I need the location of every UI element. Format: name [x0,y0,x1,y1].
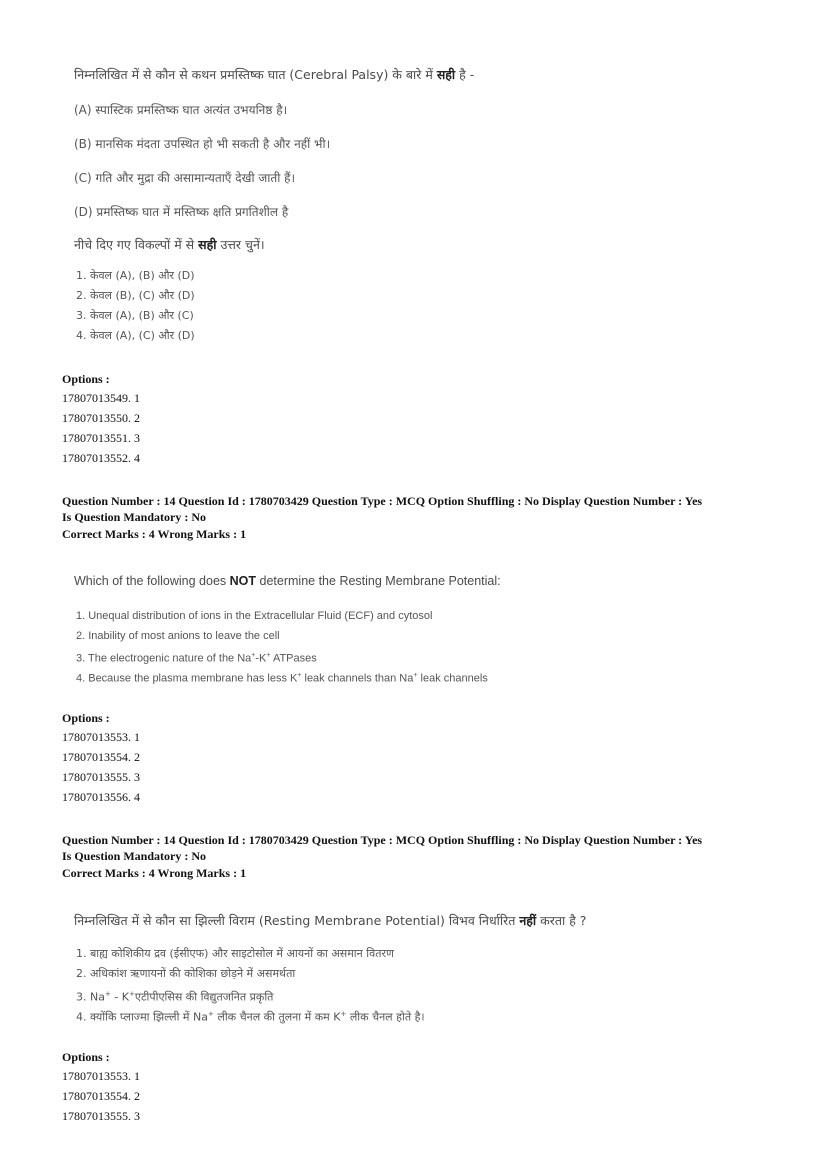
option-item: 17807013554. 2 [62,750,140,764]
choice-list [76,266,195,346]
option-item: 17807013555. 3 [62,1109,140,1123]
choice-item: 2. अधिकांश ऋणायनों की कोशिका छोड़ने में असमर्थता [76,967,296,980]
option-item: 17807013552. 4 [62,451,140,465]
statement-a: (A) स्पास्टिक प्रमस्तिष्क घात अत्यंत उभयनिष्ठ है। [74,103,288,117]
choice-list [76,606,488,686]
option-item: 17807013549. 1 [62,391,140,405]
marks-line: Correct Marks : 4 Wrong Marks : 1 [62,866,247,880]
option-item: 17807013553. 1 [62,1069,140,1083]
emphasis-not: नहीं [519,913,537,928]
choice-item: 3. The electrogenic nature of the Na+-K+ ATPases [76,652,317,665]
option-item: 17807013556. 4 [62,790,140,804]
choice-item: 4. Because the plasma membrane has less K+ leak channels than Na+ leak channels [76,672,488,685]
question-mandatory-line: Is Question Mandatory : No [62,510,207,524]
question-mandatory-line: Is Question Mandatory : No [62,849,207,863]
question-meta-line: Question Number : 14 Question Id : 1780703429 Question Type : MCQ Option Shuffling : No Display Question Number : Yes [62,494,703,508]
choice-item: 4. केवल (A), (C) और (D) [76,329,195,342]
marks-line: Correct Marks : 4 Wrong Marks : 1 [62,527,247,541]
choice-item: 3. Na+ - K+एटीपीएसिस की विद्युतजनित प्रकृति [76,990,274,1004]
choice-item: 1. बाह्य कोशिकीय द्रव (ईसीएफ) और साइटोसोल में आयनों का असमान वितरण [76,947,394,960]
choice-item: 2. केवल (B), (C) और (D) [76,289,195,302]
emphasis-correct: सही [198,237,217,252]
question-image-cerebral-palsy [62,66,762,356]
statement-c: (C) गति और मुद्रा की असामान्यताएँ देखी जाती हैं। [74,171,296,185]
question-stem: Which of the following does NOT determine the Resting Membrane Potential: [74,574,501,588]
statement-b: (B) मानसिक मंदता उपस्थित हो भी सकती है और नहीं भी। [74,137,331,151]
choice-item: 4. क्योंकि प्लाज्मा झिल्ली में Na+ लीक चैनल की तुलना में कम K+ लीक चैनल होते है। [76,1010,425,1024]
options-label: Options : [62,1050,110,1064]
option-item: 17807013555. 3 [62,770,140,784]
emphasis-correct: सही [436,67,456,82]
options-label: Options : [62,711,110,725]
question-stem: निम्नलिखित में से कौन से कथन प्रमस्तिष्क घात (Cerebral Palsy) के बारे में सही है - [74,67,475,82]
choice-item: 2. Inability of most anions to leave the cell [76,630,280,642]
choice-item: 1. Unequal distribution of ions in the Extracellular Fluid (ECF) and cytosol [76,610,433,622]
question-meta-line: Question Number : 14 Question Id : 1780703429 Question Type : MCQ Option Shuffling : No Display Question Number : Yes [62,833,703,847]
options-list [62,727,140,807]
statement-d: (D) प्रमस्तिष्क घात में मस्तिष्क क्षति प्रगतिशील है [74,205,289,219]
options-label: Options : [62,372,110,386]
question-image-resting-potential-en [62,574,762,694]
option-item: 17807013553. 1 [62,730,140,744]
choice-list [76,944,425,1024]
question-stem: निम्नलिखित में से कौन सा झिल्ली विराम (Resting Membrane Potential) विभव निर्धारित नहीं करता है ? [74,913,587,928]
options-list [62,1066,140,1126]
instruction: नीचे दिए गए विकल्पों में से सही उत्तर चुनें। [74,237,265,252]
emphasis-not: NOT [229,574,257,588]
question-image-resting-potential-hi [62,912,762,1032]
option-item: 17807013551. 3 [62,431,140,445]
choice-item: 1. केवल (A), (B) और (D) [76,269,195,282]
options-list [62,388,140,468]
option-item: 17807013550. 2 [62,411,140,425]
option-item: 17807013554. 2 [62,1089,140,1103]
choice-item: 3. केवल (A), (B) और (C) [76,309,194,322]
